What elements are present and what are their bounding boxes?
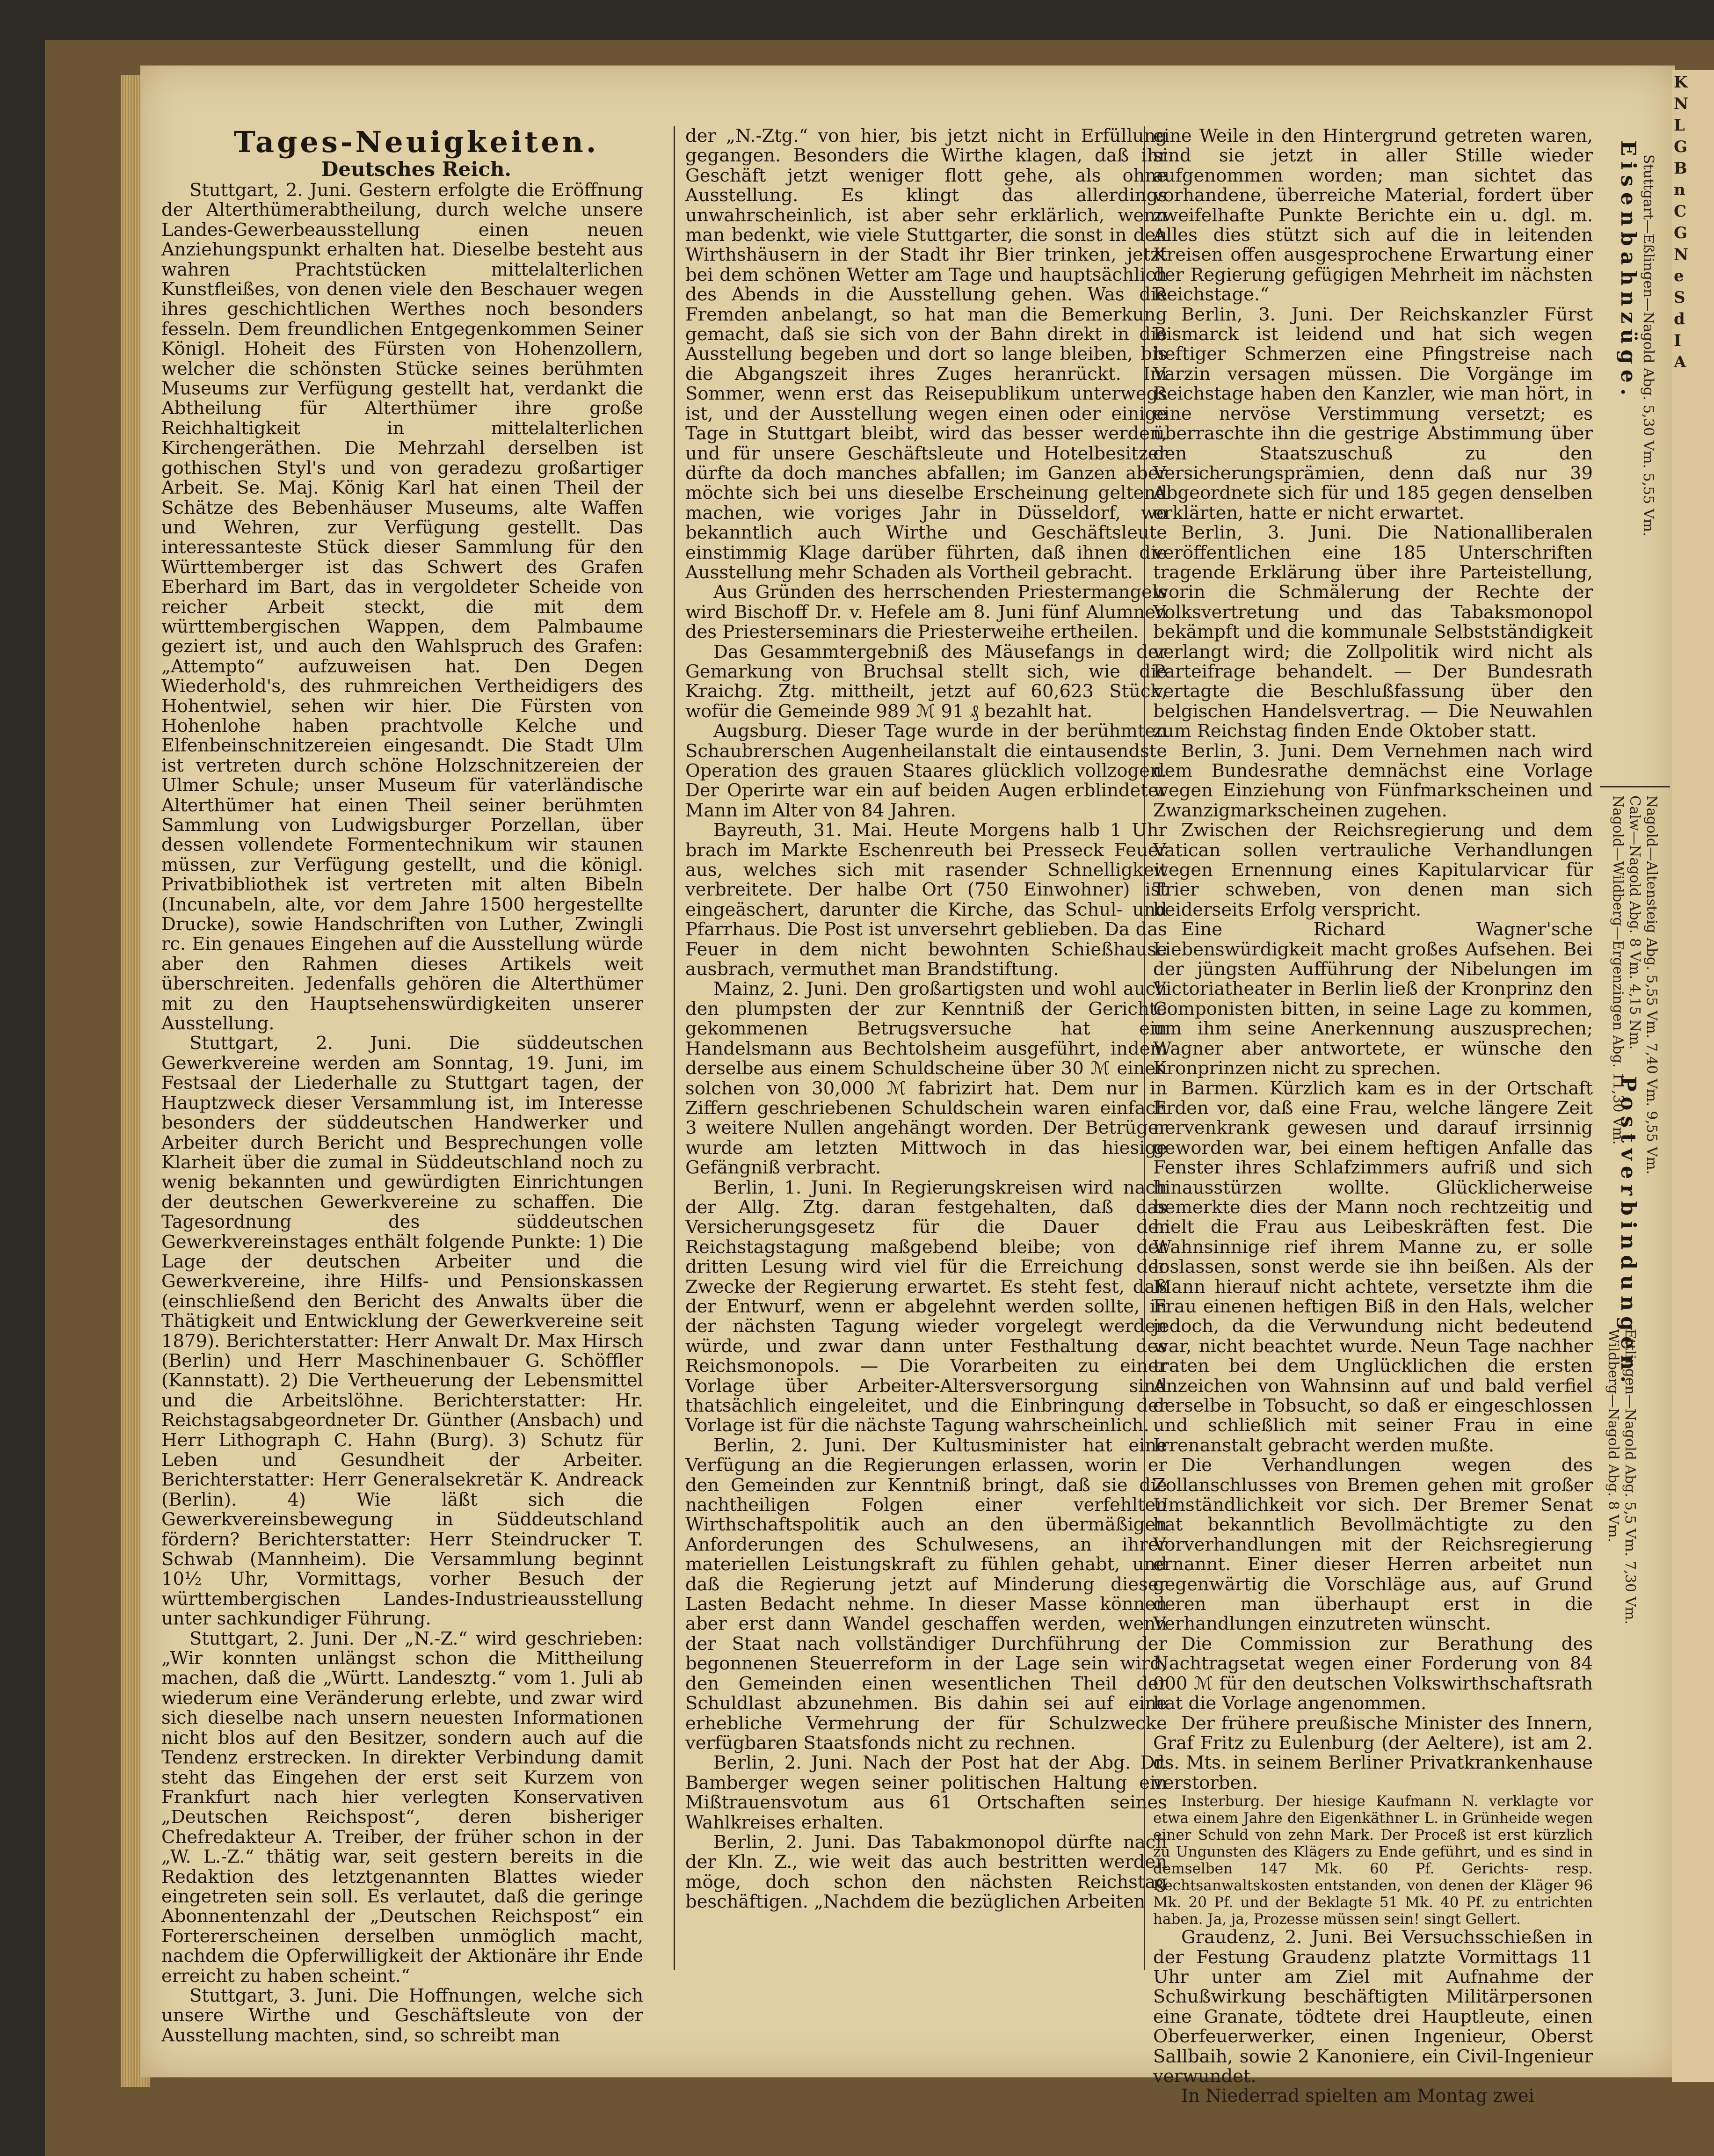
- side-divider: [1600, 786, 1670, 787]
- article: Berlin, 3. Juni. Der Reichskanzler Fürst Bismarck ist leidend und hat sich wegen heftiger Schmerzen eine Pfingstreise nach Varzin versagen müssen. Die Vorgänge im Reichstage haben den Kanzler, wie man hört, in eine nervöse Verstimmung versetzt; es überraschte ihn die gestrige Abstimmung über den Staatszuschuß zu den Versicherungsprämien, denn daß nur 39 Abgeordnete sich für und 185 gegen denselben erklärten, hatte er nicht erwartet.: [1153, 304, 1593, 524]
- railway-times-2: Nagold—Altensteig Abg. 5,55 Vm. 7,40 Vm. 9,55 Vm. Calw—Nagold Abg. 8 Vm. 4,15 Nm. Nagold—Wildberg—Ergenzingen Abg. 11,30 Vm.: [1610, 795, 1660, 1175]
- article: Das Gesammtergebniß des Mäusefangs in der Gemarkung von Bruchsal stellt sich, wie die Kraichg. Ztg. mittheilt, jetzt auf 60,623 Stück, wofür die Gemeinde 989 ℳ 91 ₰ bezahlt hat.: [685, 641, 1167, 722]
- small-print-article: Insterburg. Der hiesige Kaufmann N. verklagte vor etwa einem Jahre den Eigenkäthner L. in Grünheide wegen einer Schuld von zehn Mark. Der Proceß ist erst kürzlich zu Ungunsten des Klägers zu Ende geführt, und es sind in demselben 147 Mk. 60 Pf. Gerichts- resp. Rechtsanwaltskosten entstanden, von denen der Kläger 96 Mk. 20 Pf. und der Beklagte 51 Mk. 40 Pf. zu entrichten haben. Ja, ja, Prozesse müssen sein! singt Gellert.: [1153, 1793, 1593, 1928]
- article: eine Weile in den Hintergrund getreten waren, sind sie jetzt in aller Stille wieder aufgenommen worden; man sichtet das vorhandene, überreiche Material, fordert über zweifelhafte Punkte Berichte ein u. dgl. m. Alles dies stützt sich auf die in leitenden Kreisen offen ausgesprochene Erwartung einer der Regierung gefügigen Mehrheit im nächsten Reichstage.“: [1153, 125, 1593, 306]
- article: Berlin, 1. Juni. In Regierungskreisen wird nach der Allg. Ztg. daran festgehalten, daß das Versicherungsgesetz für die Dauer der Reichstagstagung maßgebend bleibe; von der dritten Lesung wird viel für die Erreichung der Zwecke der Regierung erwartet. Es steht fest, daß der Entwurf, wenn er abgelehnt werden sollte, in der nächsten Tagung wieder vorgelegt werden würde, und zwar dann unter Festhaltung des Reichsmonopols. — Die Vorarbeiten zu einer Vorlage über Arbeiter-Altersversorgung sind thatsächlich eingeleitet, und die Einbringung der Vorlage ist für die nächste Tagung wahrscheinlich.: [685, 1177, 1167, 1436]
- next-page-strip: K N L G B n C G N e S d I A: [1672, 70, 1714, 2082]
- railway-heading: Eisenbahnzüge.: [1616, 140, 1640, 401]
- railway-times: Stuttgart—Eßlingen—Nagold Abg. 5,30 Vm. 5,55 Vm.: [1640, 154, 1656, 537]
- article: Barmen. Kürzlich kam es in der Ortschaft Erden vor, daß eine Frau, welche längere Zeit nervenkrank gewesen und darauf irrsinnig geworden war, bei einem heftigen Anfalle das Fenster ihres Schlafzimmers aufriß und sich hinausstürzen wollte. Glücklicherweise bemerkte dies der Mann noch rechtzeitig und hielt die Frau aus Leibeskräften fest. Die Wahnsinnige rief ihrem Manne zu, er solle loslassen, sonst werde sie ihn beißen. Als der Mann hierauf nicht achtete, versetzte ihm die Frau einenen heftigen Biß in den Hals, welcher jedoch, da die Verwundung nicht bedeutend war, nicht beachtet wurde. Neun Tage nachher traten bei dem Unglücklichen die ersten Anzeichen von Wahnsinn auf und bald verfiel derselbe in Tobsucht, so daß er eingeschlossen und schließlich mit seiner Frau in eine Irrenanstalt gebracht werden mußte.: [1153, 1078, 1593, 1456]
- section-heading: Deutsches Reich.: [321, 158, 512, 181]
- article: Bayreuth, 31. Mai. Heute Morgens halb 1 Uhr brach im Markte Eschenreuth bei Presseck Feuer aus, welches sich mit rasender Schnelligkeit verbreitete. Der halbe Ort (750 Einwohner) ist eingeäschert, darunter die Kirche, das Schul- und Pfarrhaus. Die Post ist unversehrt geblieben. Da das Feuer in dem nicht bewohnten Schießhause ausbrach, vermuthet man Brandstiftung.: [685, 820, 1167, 980]
- article: Graudenz, 2. Juni. Bei Versuchsschießen in der Festung Graudenz platzte Vormittags 11 Uhr unter am Ziel mit Aufnahme der Schußwirkung beschäftigten Militärpersonen eine Granate, tödtete drei Hauptleute, einen Oberfeuerwerker, einen Ingenieur, Oberst Sallbaih, sowie 2 Kanoniere, ein Civil-Ingenieur verwundet.: [1153, 1927, 1593, 2087]
- article: Augsburg. Dieser Tage wurde in der berühmten Schaubrerschen Augenheilanstalt die eintausendste Operation des grauen Staares glücklich vollzogen. Der Operirte war ein auf beiden Augen erblindeter Mann im Alter von 84 Jahren.: [685, 721, 1167, 821]
- article: Zwischen der Reichsregierung und dem Vatican sollen vertrauliche Verhandlungen wegen Ernennung eines Kapitularvicar für Trier schweben, von denen man sich beiderseits Erfolg verspricht.: [1153, 820, 1593, 920]
- article: Berlin, 2. Juni. Das Tabakmonopol dürfte nach der Kln. Z., wie weit das auch bestritten werden möge, doch schon den nächsten Reichstag beschäftigen. „Nachdem die bezüglichen Arbeiten: [685, 1831, 1167, 1913]
- article: Stuttgart, 3. Juni. Die Hoffnungen, welche sich unsere Wirthe und Geschäftsleute von der Ausstellung machten, sind, so schreibt man: [161, 1985, 643, 2046]
- article: Berlin, 3. Juni. Die Nationalliberalen veröffentlichen eine 185 Unterschriften tragende Erklärung über ihre Parteistellung, worin die Schmälerung der Rechte der Volksvertretung und das Tabaksmonopol bekämpft und die kommunale Selbstständigkeit verlangt wird; die Zollpolitik wird nicht als Parteifrage behandelt. — Der Bundesrath vertagte die Beschlußfassung über den belgischen Handelsvertrag. — Die Neuwahlen zum Reichstag finden Ende Oktober statt.: [1153, 522, 1593, 742]
- article: Die Verhandlungen wegen des Zollanschlusses von Bremen gehen mit großer Umständlichkeit vor sich. Der Bremer Senat hat bekanntlich Bevollmächtigte zu den Vorverhandlungen mit der Reichsregierung ernannt. Einer dieser Herren arbeitet nun gegenwärtig die Vorschläge aus, auf Grund deren man überhaupt erst in die Verhandlungen einzutreten wünscht.: [1153, 1455, 1593, 1635]
- post-heading: Postverbindungen.: [1616, 1076, 1640, 1389]
- masthead: Tages-Neuigkeiten.: [233, 125, 599, 159]
- article: der „N.-Ztg.“ von hier, bis jetzt nicht in Erfüllung gegangen. Besonders die Wirthe klagen, daß ihr Geschäft jetzt weniger flott gehe, als ohne Ausstellung. Es klingt das allerdings unwahrscheinlich, ist aber sehr erklärlich, wenn man bedenkt, wie viele Stuttgarter, die sonst in den Wirthshäusern in der Stadt ihr Bier trinken, jetzt bei dem schönen Wetter am Tage und hauptsächlich des Abends in die Ausstellung gehen. Was die Fremden anbelangt, so hat man die Bemerkung gemacht, daß sie sich von der Bahn direkt in die Ausstellung begeben und dort so lange bleiben, bis die Abgangszeit ihres Zuges heranrückt. Im Sommer, wenn erst das Reisepublikum unterwegs ist, und der Ausstellung wegen einen oder einige Tage in Stuttgart bleibt, wird das besser werden, und für unsere Geschäftsleute und Hotelbesitzer dürfte da doch manches abfallen; im Ganzen aber möchte sich bei uns dieselbe Erscheinung geltend machen, wie voriges Jahr in Düsseldorf, wo bekanntlich auch Wirthe und Geschäftsleute einstimmig Klage darüber führten, daß ihnen die Ausstellung mehr Schaden als Vortheil gebracht.: [685, 125, 1167, 583]
- post-times: Ettlingen—Nagold Abg. 5,5 Vm. 7,30 Vm. Wildberg—Nagold Abg. 8 Vm.: [1605, 1329, 1638, 1625]
- article: Der frühere preußische Minister des Innern, Graf Fritz zu Eulenburg (der Aeltere), ist am 2. ds. Mts. in seinem Berliner Privatkrankenhause verstorben.: [1153, 1712, 1593, 1793]
- article: Berlin, 2. Juni. Der Kultusminister hat eine Verfügung an die Regierungen erlassen, worin er den Gemeinden zur Kenntniß bringt, daß sie die nachtheiligen Folgen einer verfehlten Wirthschaftspolitik auch an den übermäßigen Anforderungen des Schulwesens, an ihrer materiellen Leistungskraft zu fühlen gehabt, und daß die Regierung jetzt auf Minderung dieser Lasten Bedacht nehme. In dieser Masse können aber erst dann Wandel geschaffen werden, wenn der Staat nach vollständiger Durchführung der begonnenen Steuerreform in der Lage sein wird, den Gemeinden einen wesentlichen Theil der Schuldlast abzunehmen. Bis dahin sei auf eine erhebliche Vermehrung der für Schulzwecke verfügbaren Staatsfonds nicht zu rechnen.: [685, 1435, 1167, 1754]
- article: Eine Richard Wagner'sche Liebenswürdigkeit macht großes Aufsehen. Bei der jüngsten Aufführung der Nibelungen im Victoriatheater in Berlin ließ der Kronprinz den Componisten bitten, in seine Lage zu kommen, um ihm seine Anerkennung auszusprechen; Wagner aber antwortete, er wünsche den Kronprinzen nicht zu sprechen.: [1153, 919, 1593, 1079]
- article: Stuttgart, 2. Juni. Der „N.-Z.“ wird geschrieben: „Wir konnten unlängst schon die Mittheilung machen, daß die „Württ. Landesztg.“ vom 1. Juli ab wiederum eine Veränderung erlebte, und zwar wird sich dieselbe nach unsern neuesten Informationen nicht blos auf den Besitzer, sondern auch auf die Tendenz erstrecken. In direkter Verbindung damit steht das Eingehen der erst seit Kurzem von Frankfurt nach hier verlegten Konservativen „Deutschen Reichspost“, deren bisheriger Chefredakteur A. Treiber, der früher schon in der „W. L.-Z.“ thätig war, seit gestern bereits in die Redaktion des letztgenannten Blattes wieder eingetreten sein soll. Es verlautet, daß die geringe Abonnentenzahl der „Deutschen Reichspost“ ein Fortererscheinen derselben unmöglich macht, nachdem die Opferwilligkeit der Aktionäre ihr Ende erreicht zu haben scheint.“: [161, 1628, 643, 1987]
- article: Mainz, 2. Juni. Den großartigsten und wohl auch den plumpsten der zur Kenntniß der Gerichte gekommenen Betrugsversuche hat ein Handelsmann aus Bechtolsheim ausgeführt, indem derselbe aus einem Schuldscheine über 30 ℳ einen solchen von 30,000 ℳ fabrizirt hat. Dem nur in Ziffern geschriebenen Schuldschein waren einfach 3 weitere Nullen angehängt worden. Der Betrüger wurde am letzten Mittwoch in das hiesige Gefängniß verbracht.: [685, 978, 1167, 1179]
- column-1: [161, 125, 643, 2046]
- article: Berlin, 2. Juni. Nach der Post hat der Abg. Dr. Bamberger wegen seiner politischen Haltung ein Mißtrauensvotum aus 61 Ortschaften seines Wahlkreises erhalten.: [685, 1752, 1167, 1833]
- article: Die Commission zur Berathung des Nachtragsetat wegen einer Forderung von 84 000 ℳ für den deutschen Volkswirthschaftsrath hat die Vorlage angenommen.: [1153, 1633, 1593, 1714]
- article: Stuttgart, 2. Juni. Die süddeutschen Gewerkvereine werden am Sonntag, 19. Juni, im Festsaal der Liederhalle zu Stuttgart tagen, der Hauptzweck dieser Versammlung ist, im Interesse besonders der süddeutschen Handwerker und Arbeiter durch Bericht und Besprechungen volle Klarheit über die zumal in Süddeutschland noch zu wenig bekannten und gewürdigten Einrichtungen der deutschen Gewerkvereine zu schaffen. Die Tagesordnung des süddeutschen Gewerkvereinstages enthält folgende Punkte: 1) Die Lage der deutschen Arbeiter und die Gewerkvereine, ihre Hilfs- und Pensionskassen (einschließend den Bericht des Anwalts über die Thätigkeit und Entwicklung der Gewerkvereine seit 1879). Berichterstatter: Herr Anwalt Dr. Max Hirsch (Berlin) und Herr Maschinenbauer G. Schöffler (Kannstatt). 2) Die Vertheuerung der Lebensmittel und die Arbeitslöhne. Berichterstatter: Hr. Reichstagsabgeordneter Dr. Günther (Ansbach) und Herr Lithograph C. Hahn (Burg). 3) Schutz für Leben und Gesundheit der Arbeiter. Berichterstatter: Herr Generalsekretär K. Andreack (Berlin). 4) Wie läßt sich die Gewerkvereinsbewegung in Süddeutschland fördern? Berichterstatter: Herr Steindrucker T. Schwab (Mannheim). Die Versammlung beginnt 10½ Uhr, Vormittags, vorher Besuch der württembergischen Landes-Industrieausstellung unter sachkundiger Führung.: [161, 1033, 643, 1630]
- column-2: [685, 126, 1167, 2007]
- column-divider: [674, 126, 675, 1970]
- article: Berlin, 3. Juni. Dem Vernehmen nach wird dem Bundesrathe demnächst eine Vorlage wegen Einziehung von Fünfmarkscheinen und Zwanzigmarkscheinen zugehen.: [1153, 740, 1593, 821]
- article: In Niederrad spielten am Montag zwei: [1181, 2085, 1534, 2107]
- column-3: [1153, 125, 1593, 2107]
- article: Stuttgart, 2. Juni. Gestern erfolgte die Eröffnung der Alterthümerabtheilung, durch welche unsere Landes-Gewerbeausstellung einen neuen Anziehungspunkt erhalten hat. Dieselbe besteht aus wahren Prachtstücken mittelalterlichen Kunstfleißes, von denen viele den Beschauer wegen ihres geschichtlichen Werthes noch besonders fesseln. Dem freundlichen Entgegenkommen Seiner Königl. Hoheit des Fürsten von Hohenzollern, welcher die schönsten Stücke seines berühmten Museums zur Verfügung gestellt hat, verdankt die Abtheilung für Alterthümer ihre große Reichhaltigkeit in mittelalterlichen Kirchengeräthen. Die Mehrzahl derselben ist gothischen Styl's und von geradezu großartiger Arbeit. Se. Maj. König Karl hat einen Theil der Schätze des Bebenhäuser Museums, alte Waffen und Wehren, zur Verfügung gestellt. Das interessanteste Stück dieser Sammlung für den Württemberger ist das Schwert des Grafen Eberhard im Bart, das in vergoldeter Scheide von reicher Arbeit steckt, die mit dem württembergischen Wappen, dem Palmbaume geziert ist, und auch den Wahlspruch des Grafen: „Attempto“ aufzuweisen hat. Den Degen Wiederhold's, des ruhmreichen Vertheidigers des Hohentwiel, sehen wir hier. Die Fürsten von Hohenlohe haben prachtvolle Kelche und Elfenbeinschnitzereien eingesandt. Die Stadt Ulm ist vertreten durch schöne Holzschnitzereien der Ulmer Schule; unser Museum für vaterländische Alterthümer hat einen Theil seiner berühmten Sammlung von Ludwigsburger Porzellan, über dessen vollendete Formentechnikum wir staunen müssen, zur Verfügung gestellt, und die königl. Privatbibliothek ist vertreten mit alten Bibeln (Incunabeln, alte, vor dem Jahre 1500 hergestellte Drucke), sowie Handschriften von Luther, Zwingli rc. Ein genaues Eingehen auf die Ausstellung würde aber den Rahmen dieses Artikels weit überschreiten. Jedenfalls gehören die Alterthümer mit zu den Hauptsehenswürdigkeiten unserer Ausstellung.: [161, 180, 643, 1034]
- article: Aus Gründen des herrschenden Priestermangels wird Bischoff Dr. v. Hefele am 8. Juni fünf Alumnen des Priesterseminars die Priesterweihe ertheilen.: [685, 582, 1167, 643]
